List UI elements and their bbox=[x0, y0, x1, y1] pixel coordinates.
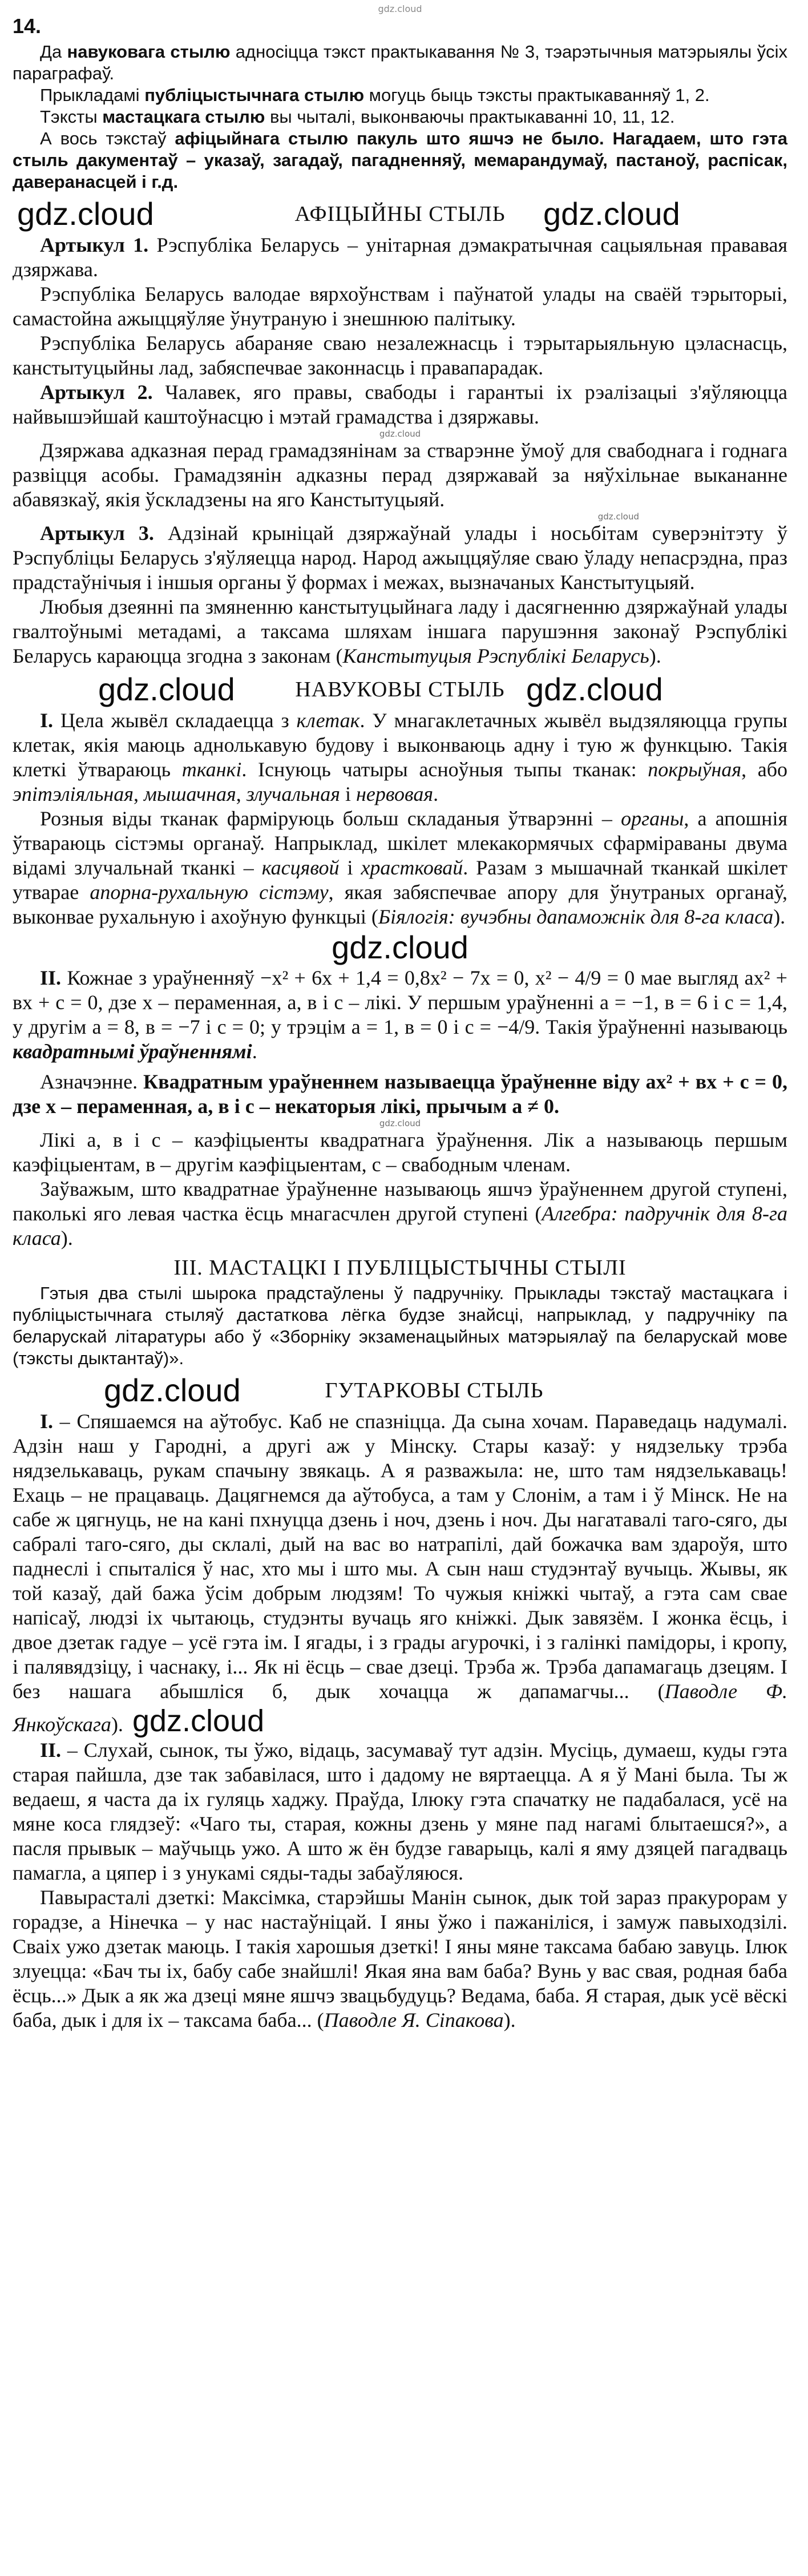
definition-text: Квадратным ураўненнем называецца ўраўненне віду ax² + вx + c = 0, дзе x – пераменная, а, в і c – некаторыя лікі, прычым a ≠ 0. bbox=[13, 1070, 787, 1118]
definition bbox=[13, 1070, 787, 1119]
watermark: gdz.cloud bbox=[526, 671, 663, 707]
article-3 bbox=[13, 521, 787, 595]
heading-text: ГУТАРКОВЫ СТЫЛЬ bbox=[325, 1378, 544, 1402]
watermark-small: gdz.cloud bbox=[379, 429, 421, 439]
text: Да bbox=[40, 42, 67, 62]
label: I. bbox=[40, 1410, 54, 1433]
text: ). bbox=[649, 644, 661, 667]
text: Кожнае з ураўненняў −x² + 6x + 1,4 = 0,8x² − 7x = 0, x² − 4/9 = 0 мае выгляд ax² + вx + c = 0, дзе x – пераменная, а, в і c – лікі. У першым ураўненні a = −1, в = 6 і c = 1,4, у другім a = 8, в = −7 і c = 0; у трэцім a = 1, в = 0 і c = −4/9. Такія ўраўненні называюць bbox=[13, 966, 787, 1038]
watermark: gdz.cloud bbox=[543, 196, 680, 232]
text: , bbox=[133, 783, 144, 805]
source: Канстытуцыя Рэспублікі Беларусь bbox=[342, 644, 649, 667]
official-style-heading bbox=[13, 195, 787, 233]
article-2-paragraph-2: Дзяржава адказная перад грамадзянінам за стварэнне ўмоў для свабоднага і годнага развіцця асобы. Грамадзянін адказны перад дзяржавай за няўхільнае выкананне абавязкаў, якія ўскладзены на яго Канстытуцыяй. bbox=[13, 439, 787, 511]
article-2 bbox=[13, 380, 787, 429]
scientific-paragraph-3 bbox=[13, 966, 787, 1064]
text: – Слухай, сынок, ты ўжо, відаць, засумаваў тут адзін. Мусіць, думаеш, куды гэта старая пайшла, дзе так забавілася, што і дадому не вяртаецца. А я ў Мані была. Ты ж ведаеш, я часта да іх гуляць хаджу. Праўда, Ілюку гэта спачатку не падабалася, усё на мяне коса глядзеў: «Чаго ты, старая, кожны дзень у мяне пад нагамі блытаешся?», а пасля прывык – маўчыць ужо. А што ж ён будзе гаварыць, калі я яму дзяцей пагадваць памагла, а цяпер і з унукамі сяды-тады забаўляюся. bbox=[13, 1739, 787, 1884]
watermark-small: gdz.cloud bbox=[379, 1118, 421, 1128]
article-label: Артыкул 2. bbox=[40, 381, 153, 404]
article-1-paragraph-3: Рэспубліка Беларусь абараняе сваю незалежнасць і тэрытарыяльную цэласнасць, канстытуцыйны лад, забяспечвае законнасць і правапарадак. bbox=[13, 332, 787, 379]
intro-paragraph-1 bbox=[13, 41, 787, 84]
artistic-style-heading bbox=[13, 1253, 787, 1283]
intro-paragraph-3 bbox=[13, 106, 787, 128]
watermark: gdz.cloud bbox=[17, 196, 154, 232]
text: ). bbox=[503, 2009, 516, 2031]
term: афіцыйнага стылю bbox=[175, 128, 349, 148]
term: квадратнымі ўраўненнямі bbox=[13, 1040, 252, 1063]
text: . Існуюць чатыры асноўныя тыпы тканак: bbox=[241, 758, 648, 781]
text: пакуль што яшчэ не было. Нагадаем, што гэта стыль дакументаў – указаў, загадаў, пагадненняў, мемарандумаў, пастаноў, распісак, даверанасцей і г.д. bbox=[13, 128, 787, 192]
watermark: gdz.cloud bbox=[98, 671, 235, 707]
watermark: gdz.cloud bbox=[332, 929, 468, 965]
text: ). bbox=[60, 1227, 73, 1249]
heading-text: III. МАСТАЦКІ І ПУБЛІЦЫСТЫЧНЫ СТЫЛІ bbox=[173, 1256, 627, 1280]
text: Любыя дзеянні па змяненню канстытуцыйнага ладу і дасягненню дзяржаўнай улады гвалтоўнымі метадамі, а таксама шляхам іншага парушэння законаў Рэспублікі Беларусь караюцца згодна з законам ( bbox=[13, 595, 787, 667]
scientific-paragraph-4: Лікі а, в і c – каэфіцыенты квадратнага ўраўнення. Лік а называюць першым каэфіцыентам, в – другім каэфіцыентам, c – свабодным членам. bbox=[13, 1128, 787, 1176]
term: злучальная bbox=[246, 783, 340, 805]
article-label: Артыкул 1. bbox=[40, 233, 149, 256]
scientific-paragraph-2 bbox=[13, 807, 787, 929]
source: Паводле Я. Сіпакова bbox=[324, 2009, 504, 2031]
heading-text: НАВУКОВЫ СТЫЛЬ bbox=[295, 678, 505, 702]
site-watermark-top: gdz.cloud bbox=[378, 3, 422, 14]
text: , якая забяспечвае апору для ўнутраных органаў, выконвае рухальную і ахоўную функцыі ( bbox=[13, 881, 787, 928]
text: . У мнагаклетачных жывёл выдзяляюцца групы клетак, якія маюць аднолькавую будову і выконваюць адну і тую ж функцыю. Такія клеткі ўтвараюць bbox=[13, 709, 787, 781]
text: , а апошнія ўтвараюць сістэмы органаў. Напрыклад, шкілет млекакормячых сфарміраваны двума відамі злучальнай тканкі – bbox=[13, 807, 787, 879]
term: органы bbox=[621, 807, 684, 830]
intro-paragraph-4 bbox=[13, 128, 787, 193]
text: Цела жывёл складаецца з bbox=[53, 709, 297, 732]
term: нервовая bbox=[356, 783, 434, 805]
watermark-small: gdz.cloud bbox=[597, 511, 639, 522]
text: Чалавек, яго правы, свабоды і гарантыі іх рэалізацыі з'яўляюцца найвышэйшай каштоўнасцю і мэтай грамадства і дзяржавы. bbox=[13, 381, 787, 428]
article-3-paragraph-2 bbox=[13, 595, 787, 668]
term: храстковай bbox=[361, 856, 463, 879]
intro-paragraph-2 bbox=[13, 84, 787, 106]
text: А вось тэкстаў bbox=[40, 128, 175, 148]
text: Тэксты bbox=[40, 107, 103, 127]
term: эпітэліяльная bbox=[13, 783, 134, 805]
article-label: Артыкул 3. bbox=[40, 522, 154, 545]
text: Адзінай крыніцай дзяржаўнай улады і носьбітам суверэнітэту ў Рэспубліцы Беларусь з'яўляецца народ. Народ ажыццяўляе сваю ўладу непасрэдна, праз прадстаўнічыя і іншыя органы ў формах і межах, вызначаных Канстытуцыяй. bbox=[13, 522, 787, 594]
heading-text: АФІЦЫЙНЫ СТЫЛЬ bbox=[294, 202, 506, 226]
scientific-style-heading bbox=[13, 671, 787, 708]
text: Павырасталі дзеткі: Максімка, старэйшы Манін сынок, дык той зараз пракурорам у горадзе, а Нінечка – у нас настаўніцай. І яны ўжо і пажаніліся, і замуж павыходзілі. Сваіх ужо дзетак маюць. І такія харошыя дзеткі! І яны мяне таксама бабаю завуць. Ілюк злуецца: «Бач ты іх, бабу сабе знайшлі! Якая яна вам баба? Вунь у вас свая, родная баба ёсць...» Дык а як жа дзеці мяне яшчэ звацьбудуць? Ведама, баба. Я старая, дык усё вёскі баба, дык і для іх – таксама баба... ( bbox=[13, 1886, 787, 2031]
colloquial-style-heading bbox=[13, 1372, 787, 1409]
term: навуковага стылю bbox=[67, 42, 231, 62]
label: II. bbox=[40, 1739, 62, 1761]
text: Заўважым, што квадратнае ўраўненне называюць яшчэ ўраўненнем другой ступені, паколькі яго левая частка ёсць мнагасчлен другой ступені ( bbox=[13, 1178, 787, 1225]
term: касцявой bbox=[261, 856, 340, 879]
text: ). bbox=[111, 1713, 123, 1736]
text: , або bbox=[741, 758, 788, 781]
term: мышачная bbox=[143, 783, 236, 805]
text: . Разам з мышачнай тканкай шкілет утварае bbox=[13, 856, 787, 904]
text: і bbox=[339, 856, 361, 879]
source: Паводле Ф. Янкоўскага bbox=[13, 1680, 787, 1736]
text: могуць быць тэксты практыкаванняў 1, 2. bbox=[364, 85, 710, 105]
scientific-paragraph-5 bbox=[13, 1177, 787, 1251]
colloquial-paragraph-1 bbox=[13, 1409, 787, 1738]
exercise-number: 14. bbox=[13, 14, 42, 38]
text: Розныя віды тканак фарміруюць больш складаныя ўтварэнні – bbox=[40, 807, 621, 830]
text: вы чыталі, выконваючы практыкаванні 10, 11, 12. bbox=[265, 107, 675, 127]
text: . bbox=[433, 783, 439, 805]
text: ). bbox=[773, 905, 786, 928]
term: покрыўная bbox=[648, 758, 742, 781]
artistic-paragraph: Гэтыя два стылі шырока прадстаўлены ў падручніку. Прыклады тэкстаў мастацкага і публіцыстычнага стыляў дастаткова лёгка будзе знайсці, напрыклад, у падручніку па беларускай літаратуры або ў «Зборніку экзаменацыйных матэрыялаў па беларускай мове (тэксты дыктантаў)». bbox=[13, 1283, 787, 1368]
source: Алгебра: падручнік для 8-га класа bbox=[13, 1202, 787, 1249]
term: тканкі bbox=[181, 758, 242, 781]
source: Біялогія: вучэбны дапаможнік для 8-га класа bbox=[378, 905, 774, 928]
term: публіцыстычнага стылю bbox=[144, 85, 365, 105]
article-1 bbox=[13, 233, 787, 282]
term: клетак bbox=[296, 709, 360, 732]
text: Рэспубліка Беларусь – унітарная дэмакратычная сацыяльная прававая дзяржава. bbox=[13, 233, 788, 281]
label: II. bbox=[40, 966, 62, 989]
colloquial-paragraph-3 bbox=[13, 1885, 787, 2033]
text: – Спяшаемся на аўтобус. Каб не спазніцца. Да сына хочам. Параведаць надумалі. Адзін наш у Гародні, а другі аж у Мінску. Стары казаў: у нядзельку трэба нядзелькаваць, рукам спачыну звякаць. А я разважыла: не, што там нядзелькаваць! Ехаць – не працаваць. Дацягнемся да аўтобуса, а там у Слонім, а там і ў Мінск. Не на сабе ж цягнуць, не на кані пхнуцца дзень і ноч, дзень і ноч. Ды нагатавалі тaго-сяго, ды сабралі тaго-сяго, ды склалі, дый на вас во натрапілі, дай божачка вам здароўя, што паднеслі і спыталіся ў нас, хто мы і што мы. А сын наш студэнтаў вучыць. Жывы, як той казаў, дай бажа ўсім добрым людзям! То чужыя кніжкі чытаў, а гэта сам свае напісаў, людзі іх чытаюць, студэнты вучаць яго кніжкі. Дык завязём. І жонка ёсць, і двое дзетак гадуе – усё гэта ім. І ягады, і з грады агурочкі, і з галінкі памідоры, і кропу, і палявядзіцу, і часнаку, і... Як ні ёсць – свае дзеці. Трэба ж. Трэба дапамагаць дзецям. І без нашага абышліся б, дык хочацца ж дапамагчы... ( bbox=[13, 1410, 787, 1703]
text: адносіцца тэкст практыкавання № 3, тэарэтычныя матэрыялы ўсіх параграфаў. bbox=[13, 42, 787, 83]
article-1-paragraph-2: Рэспубліка Беларусь валодае вярхоўнствам і паўнатой улады на сваёй тэрыторыі, самастойна ажыццяўляе ўнутраную і знешнюю палітыку. bbox=[13, 283, 787, 330]
label: I. bbox=[40, 709, 54, 732]
spacer bbox=[13, 1064, 787, 1070]
text: Прыкладамі bbox=[40, 85, 145, 105]
term: апорна-рухальную сістэму bbox=[90, 881, 329, 904]
definition-label: Азначэнне. bbox=[40, 1070, 138, 1093]
colloquial-paragraph-2 bbox=[13, 1738, 787, 1885]
watermark: gdz.cloud bbox=[104, 1372, 241, 1408]
text: . bbox=[252, 1040, 257, 1063]
text: і bbox=[340, 783, 357, 805]
term: мастацкага стылю bbox=[102, 107, 265, 127]
watermark: gdz.cloud bbox=[132, 1704, 265, 1738]
scientific-paragraph-1 bbox=[13, 708, 787, 807]
text: , bbox=[236, 783, 247, 805]
